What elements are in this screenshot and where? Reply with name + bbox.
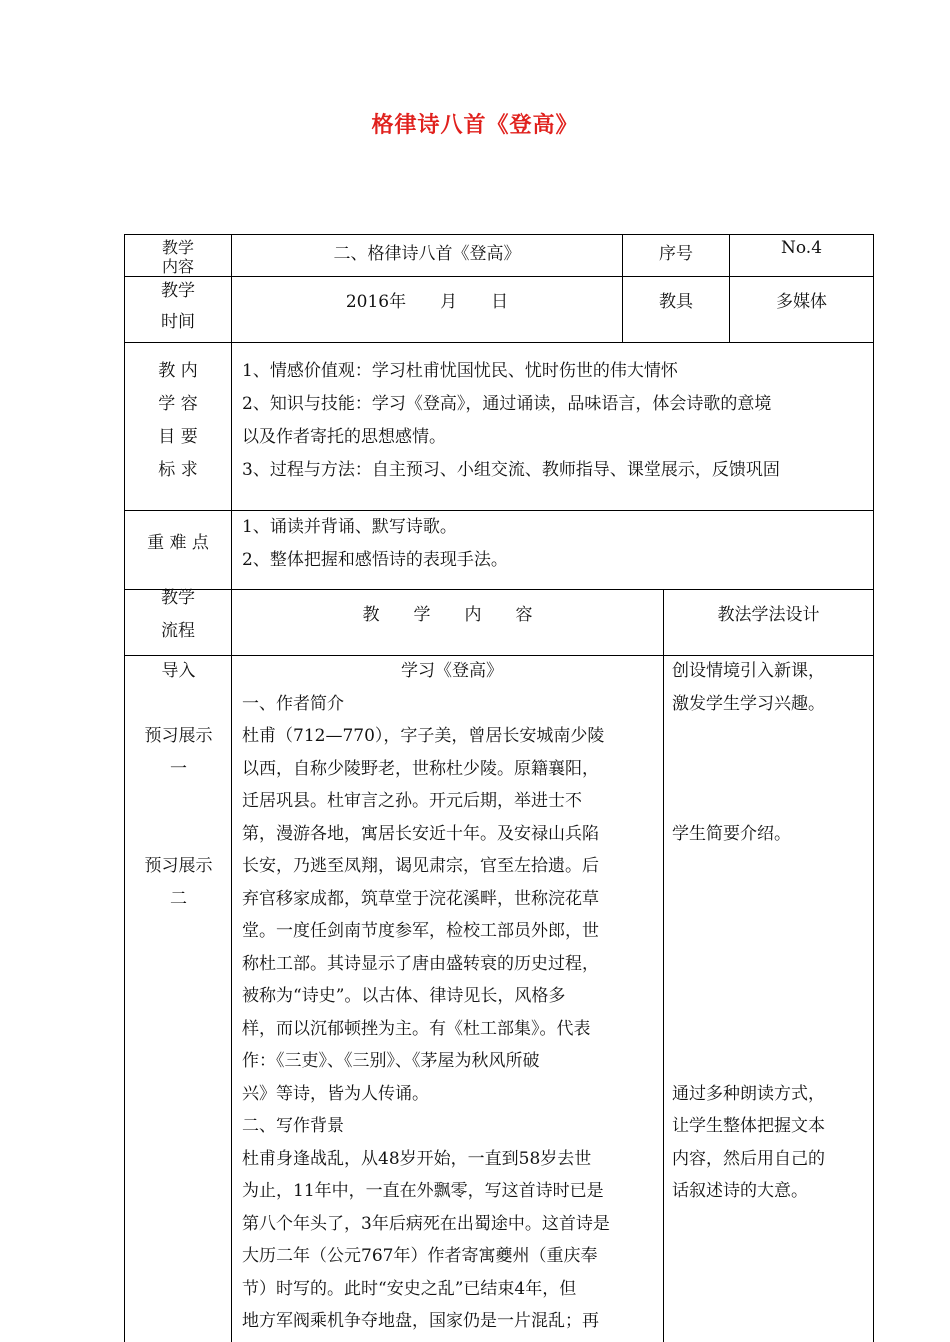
key-points-label: 重 难 点 [147,533,209,553]
flow-step [126,818,231,851]
content-line: 一、作者简介 [242,693,344,714]
content-line: 二、写作背景 [242,1116,344,1136]
goals-label-line: 教 内 [158,361,198,381]
content-line: 称杜工部。其诗显示了唐由盛转衰的历史过程， [242,953,599,974]
content-line: 长安，乃逃至凤翔，谒见肃宗，官至左拾遗。后 [242,856,599,876]
flow-step [126,785,231,818]
content-line: 兴》等诗，皆为人传诵。 [242,1083,429,1104]
content-line: 以西，自称少陵野老，世称杜少陵。原籍襄阳， [242,758,599,779]
design-line [672,1013,872,1046]
flow-step: 导入 [161,661,196,681]
content-line: 迁居巩县。杜审言之孙。开元后期，举进士不 [242,791,582,811]
design-line [672,720,872,753]
content-label-line1: 教学 [161,238,194,257]
design-line [672,1045,872,1078]
goals-label-line: 学 容 [158,394,198,414]
flow-content [242,655,662,1338]
key-point-item: 2、整体把握和感悟诗的表现手法。 [242,550,508,570]
flow-content-header: 教 学 内 容 [362,605,533,625]
flow-label-line1: 教学 [161,588,195,608]
sequence-value: No.4 [780,238,823,258]
goals-label-line: 标 求 [158,460,198,480]
time-label-line1: 教学 [161,281,195,301]
content-label-line2: 内容 [161,257,194,276]
design-line [672,753,872,786]
flow-design-header: 教法学法设计 [717,605,820,625]
content-line: 为止，11年中，一直在外飘零，写这首诗时已是 [242,1181,604,1201]
content-line: 杜甫（712—770），字子美，曾居长安城南少陵 [242,726,605,746]
lesson-date: 2016年 月 日 [345,292,509,312]
content-line: 被称为“诗史”。以古体、律诗见长，风格多 [242,986,566,1006]
lesson-name: 二、格律诗八首《登高》 [333,244,521,264]
design-line: 让学生整体把握文本 [672,1116,825,1136]
content-line: 第八个年头了，3年后病死在出蜀途中。这首诗是 [242,1213,610,1234]
content-line: 地方军阀乘机争夺地盘，国家仍是一片混乱；再 [242,1311,599,1331]
design-line [672,915,872,948]
design-line [672,850,872,883]
content-line: 杜甫身逢战乱，从48岁开始，一直到58岁去世 [242,1148,592,1169]
time-label-line2: 时间 [161,312,195,332]
design-line: 学生简要介绍。 [672,823,791,844]
tools-label: 教具 [659,292,693,312]
goals-list [242,355,870,487]
time-label [125,276,231,338]
design-line: 内容，然后用自己的 [672,1148,825,1169]
design-line [672,883,872,916]
design-line: 激发学生学习兴趣。 [672,693,825,714]
content-line: 堂。一度任剑南节度参军，检校工部员外郎，世 [242,921,599,941]
goal-item: 以及作者寄托的思想感情。 [242,427,446,447]
goal-item: 1、情感价值观：学习杜甫忧国忧民、忧时伤世的伟大情怀 [242,361,678,381]
content-line: 第，漫游各地，寓居长安近十年。及安禄山兵陷 [242,823,599,844]
flow-step: 预习展示 [144,856,213,876]
flow-step [126,688,231,721]
design-line [672,980,872,1013]
flow-step: 预习展示 [144,726,213,746]
content-line: 样，而以沉郁顿挫为主。有《杜工部集》。代表 [242,1018,591,1039]
goal-item: 3、过程与方法：自主预习、小组交流、教师指导、课堂展示，反馈巩固 [242,460,780,480]
flow-label [125,582,231,648]
content-line: 弃官移家成都，筑草堂于浣花溪畔，世称浣花草 [242,888,599,909]
content-label [125,238,231,276]
content-line: 大历二年（公元767年）作者寄寓夔州（重庆奉 [242,1246,598,1266]
flow-label-line2: 流程 [161,621,195,641]
design-line: 创设情境引入新课， [672,661,825,681]
flow-step: 二 [170,888,187,909]
key-points-list [242,511,662,577]
content-line: 学习《登高》 [401,661,503,681]
document-title: 格律诗八首《登高》 [371,113,579,138]
flow-steps [126,655,231,915]
design-line [672,948,872,981]
goals-label-line: 目 要 [158,427,198,447]
flow-step: 一 [170,758,187,779]
goal-item: 2、知识与技能：学习《登高》，通过诵读，品味语言，体会诗歌的意境 [242,394,772,414]
flow-design [672,655,872,1208]
goals-label [125,355,231,487]
tools-value: 多媒体 [776,292,827,312]
sequence-label: 序号 [659,244,693,264]
design-line: 话叙述诗的大意。 [672,1181,808,1201]
design-line [672,785,872,818]
key-point-item: 1、诵读并背诵、默写诗歌。 [242,517,457,537]
design-line: 通过多种朗读方式， [672,1083,825,1104]
content-line: 节）时写的。此时“安史之乱”已结束4年，但 [242,1278,577,1299]
content-line: 作：《三吏》、《三别》、《茅屋为秋风所破 [242,1051,540,1071]
